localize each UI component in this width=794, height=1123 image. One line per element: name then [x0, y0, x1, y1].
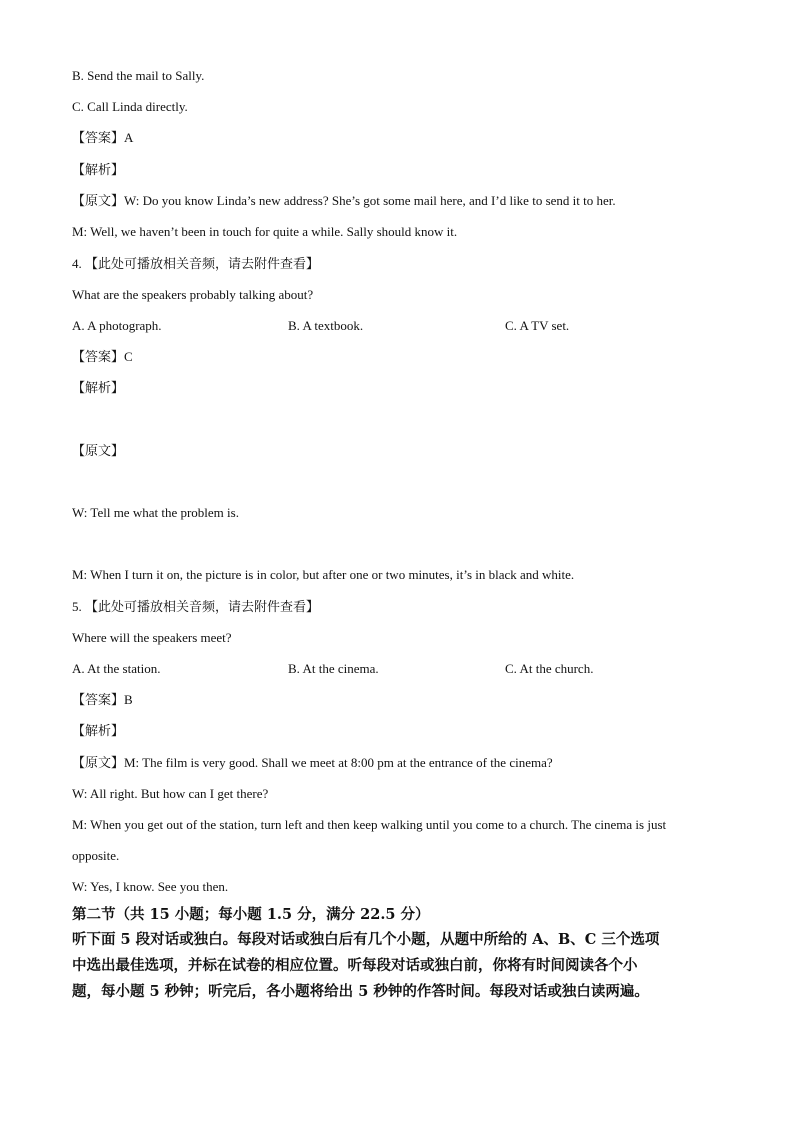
- q5-transcript-w2: W: Yes, I know. See you then.: [72, 879, 229, 894]
- q4-transcript-w: W: Tell me what the problem is.: [72, 505, 239, 520]
- q5-heading: 5. 【此处可播放相关音频，请去附件查看】: [72, 599, 320, 614]
- q5-question: Where will the speakers meet?: [72, 630, 232, 645]
- q3-answer: 【答案】A: [72, 130, 134, 145]
- section2-instructions-line1: 听下面 5 段对话或独白。每段对话或独白后有几个小题，从题中所给的 A、B、C 三个选项: [72, 931, 660, 948]
- q4-transcript-m: M: When I turn it on, the picture is in color, but after one or two minutes, it’s in black and white.: [72, 567, 575, 582]
- q3-transcript-m: M: Well, we haven’t been in touch for quite a while. Sally should know it.: [72, 224, 458, 239]
- q5-analysis-label: 【解析】: [72, 723, 125, 738]
- section2-title: 第二节（共 15 小题；每小题 1.5 分，满分 22.5 分）: [72, 906, 430, 923]
- q5-transcript-m1: 【原文】M: The film is very good. Shall we meet at 8:00 pm at the entrance of the cinema?: [72, 755, 553, 770]
- section2-instructions-line2: 中选出最佳选项，并标在试卷的相应位置。听每段对话或独白前，你将有时间阅读各个小: [72, 957, 638, 974]
- q5-option-a: A. At the station.: [72, 661, 161, 676]
- q5-option-b: B. At the cinema.: [288, 661, 379, 676]
- q4-analysis-label: 【解析】: [72, 380, 125, 395]
- q5-transcript-w1: W: All right. But how can I get there?: [72, 786, 269, 801]
- q3-transcript-w: 【原文】W: Do you know Linda’s new address? She’s got some mail here, and I’d like to send it to her.: [72, 193, 616, 208]
- q4-answer: 【答案】C: [72, 349, 133, 364]
- q3-option-b: B. Send the mail to Sally.: [72, 68, 205, 83]
- section2-instructions-line3: 题，每小题 5 秒钟；听完后，各小题将给出 5 秒钟的作答时间。每段对话或独白读两遍。: [72, 983, 649, 1000]
- q4-transcript-label: 【原文】: [72, 443, 125, 458]
- q4-option-b: B. A textbook.: [288, 318, 364, 333]
- q3-analysis-label: 【解析】: [72, 162, 125, 177]
- q5-transcript-m2-line1: M: When you get out of the station, turn left and then keep walking until you come to a church. The cinema is just: [72, 817, 667, 832]
- q5-transcript-m2-line2: opposite.: [72, 848, 120, 863]
- q4-question: What are the speakers probably talking about?: [72, 287, 314, 302]
- q5-answer: 【答案】B: [72, 692, 133, 707]
- q4-heading: 4. 【此处可播放相关音频，请去附件查看】: [72, 256, 320, 271]
- q3-option-c: C. Call Linda directly.: [72, 99, 188, 114]
- q5-option-c: C. At the church.: [505, 661, 594, 676]
- q4-option-c: C. A TV set.: [505, 318, 570, 333]
- q4-option-a: A. A photograph.: [72, 318, 162, 333]
